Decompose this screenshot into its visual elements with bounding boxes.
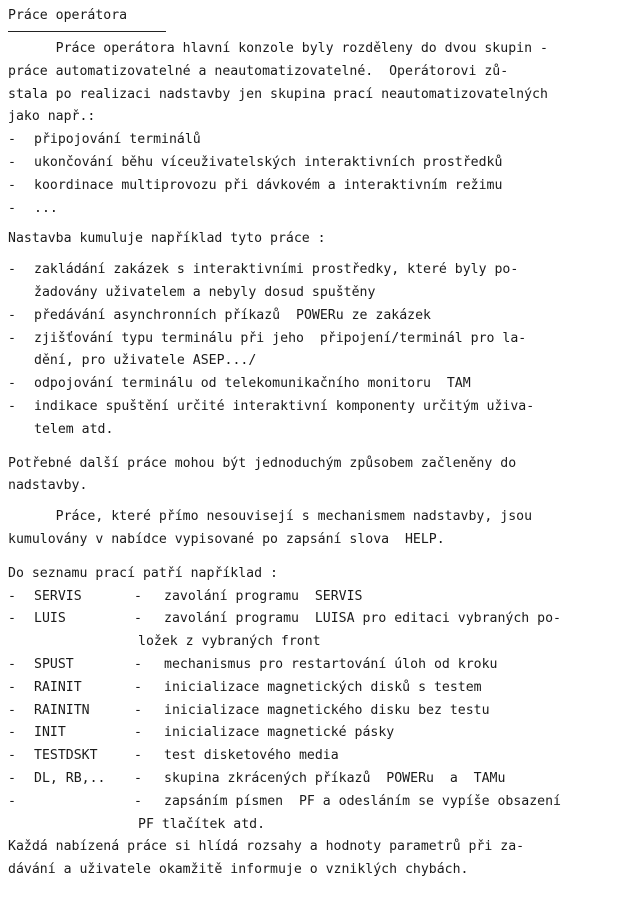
command-row (8, 677, 628, 700)
bullet-dash: - (8, 154, 16, 170)
command-row (8, 745, 628, 768)
intro-line: jako např.: (8, 109, 96, 125)
section-intro: Nastavba kumuluje například tyto práce : (8, 231, 326, 247)
bullet-dash: - (8, 702, 16, 718)
list-item (8, 305, 628, 328)
list-item-continuation: dění, pro uživatele ASEP.../ (34, 353, 257, 369)
bullet-dash: - (8, 307, 16, 323)
page-title: Práce operátora (8, 8, 128, 23)
separator-dash: - (134, 656, 142, 672)
command-desc: test disketového media (164, 748, 339, 764)
command-row (8, 791, 628, 814)
list-item (8, 259, 628, 282)
heading-block (8, 5, 628, 38)
bullet-dash: - (8, 330, 16, 346)
bullet-dash: - (8, 793, 16, 809)
list-item-text: zakládání zakázek s interaktivními prostředky, které byly po- (34, 262, 519, 278)
command-desc: skupina zkrácených příkazů POWERu a TAMu (164, 770, 506, 786)
section-intro: Do seznamu prací patří například : (8, 565, 278, 581)
command-name: RAINITN (34, 702, 90, 718)
closing-line: Každá nabízená práce si hlídá rozsahy a hodnoty parametrů při za- (8, 839, 525, 855)
bullet-dash: - (8, 725, 16, 741)
command-row (8, 608, 628, 631)
list-item-continuation: telem atd. (34, 421, 114, 437)
paragraph-line: kumulovány v nabídce vypisované po zapsání slova HELP. (8, 531, 445, 547)
paragraph-line: nadstavby. (8, 478, 88, 494)
bullet-dash: - (8, 398, 16, 414)
list-item-text: připojování terminálů (34, 132, 201, 148)
intro-line: stala po realizaci nadstavby jen skupina prací neautomatizovatelných (8, 86, 548, 102)
command-desc: inicializace magnetické pásky (164, 725, 395, 741)
command-row (8, 586, 628, 609)
list-item (8, 175, 628, 198)
bullet-dash: - (8, 611, 16, 627)
list-item-text: ukončování běhu víceuživatelských interaktivních prostředků (34, 154, 503, 170)
command-name: SPUST (34, 656, 74, 672)
separator-dash: - (134, 793, 142, 809)
command-desc: mechanismus pro restartování úloh od kroku (164, 656, 498, 672)
list-item (8, 328, 628, 351)
list-item (8, 396, 628, 419)
bullet-dash: - (8, 200, 16, 216)
bullet-dash: - (8, 262, 16, 278)
list-item (8, 373, 628, 396)
command-row (8, 700, 628, 723)
separator-dash: - (134, 679, 142, 695)
paragraph-line: Práce, které přímo nesouvisejí s mechanismem nadstavby, jsou (8, 509, 533, 525)
separator-dash: - (134, 588, 142, 604)
bullet-dash: - (8, 588, 16, 604)
command-desc: inicializace magnetického disku bez testu (164, 702, 490, 718)
command-row (8, 654, 628, 677)
separator-dash: - (134, 702, 142, 718)
separator-dash: - (134, 611, 142, 627)
bullet-dash: - (8, 177, 16, 193)
command-name: INIT (34, 725, 66, 741)
intro-line: práce automatizovatelné a neautomatizovatelné. Operátorovi zů- (8, 63, 509, 79)
list-item-text: odpojování terminálu od telekomunikačního monitoru TAM (34, 376, 471, 392)
bullet-dash: - (8, 656, 16, 672)
bullet-dash: - (8, 679, 16, 695)
command-desc-continuation: PF tlačítek atd. (138, 816, 266, 832)
list-item-text: ... (34, 200, 58, 216)
bullet-dash: - (8, 132, 16, 148)
command-desc: zavolání programu SERVIS (164, 588, 363, 604)
separator-dash: - (134, 748, 142, 764)
command-row (8, 768, 628, 791)
command-desc-continuation: ložek z vybraných front (138, 634, 321, 650)
bullet-dash: - (8, 376, 16, 392)
list-item-text: předávání asynchronních příkazů POWERu ze zakázek (34, 307, 431, 323)
list-item (8, 129, 628, 152)
separator-dash: - (134, 770, 142, 786)
separator-dash: - (134, 725, 142, 741)
list-item (8, 198, 628, 221)
command-name: DL, RB,.. (34, 770, 106, 786)
list-item-continuation: žadovány uživatelem a nebyly dosud spuštěny (34, 284, 376, 300)
command-name: RAINIT (34, 679, 82, 695)
intro-line: Práce operátora hlavní konzole byly rozděleny do dvou skupin - (8, 41, 548, 56)
command-desc: zavolání programu LUISA pro editaci vybraných po- (164, 611, 561, 627)
closing-line: dávání a uživatele okamžitě informuje o vzniklých chybách. (8, 862, 469, 878)
list-item-text: koordinace multiprovozu při dávkovém a interaktivním režimu (34, 177, 503, 193)
document-page (8, 5, 628, 882)
list-item (8, 152, 628, 175)
command-name: LUIS (34, 611, 66, 627)
command-desc: inicializace magnetických disků s testem (164, 679, 482, 695)
title-underline (8, 31, 166, 32)
command-name: SERVIS (34, 588, 82, 604)
bullet-dash: - (8, 770, 16, 786)
paragraph-line: Potřebné další práce mohou být jednoduchým způsobem začleněny do (8, 455, 517, 471)
list-item-text: zjišťování typu terminálu při jeho připojení/terminál pro la- (34, 330, 527, 346)
command-desc: zapsáním písmen PF a odesláním se vypíše obsazení (164, 793, 561, 809)
bullet-dash: - (8, 748, 16, 764)
command-name: TESTDSKT (34, 748, 98, 764)
command-row (8, 722, 628, 745)
list-item-text: indikace spuštění určité interaktivní komponenty určitým uživa- (34, 398, 535, 414)
